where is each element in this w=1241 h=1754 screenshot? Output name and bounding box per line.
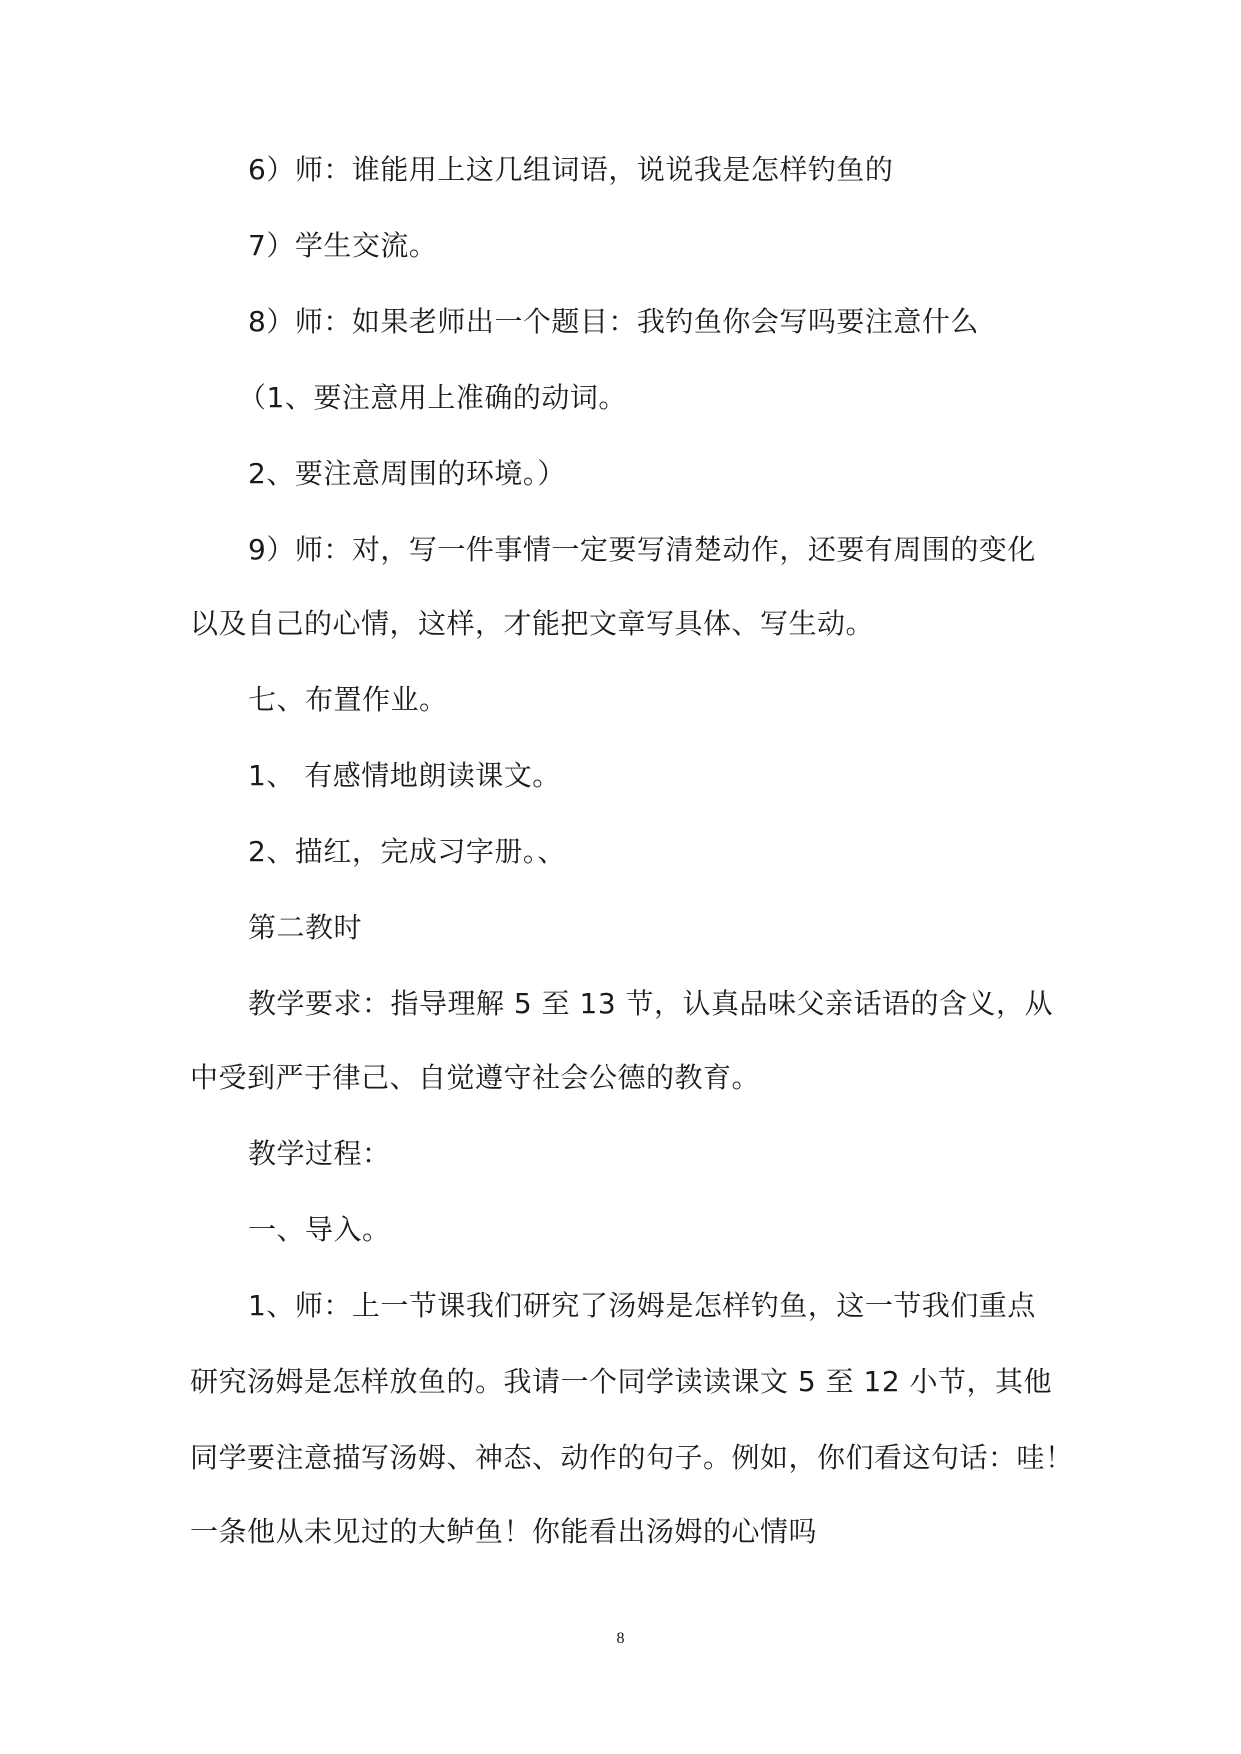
- paragraph-line: 一条他从未见过的大鲈鱼！你能看出汤姆的心情吗: [190, 1515, 818, 1548]
- paragraph-line: 教学要求：指导理解 5 至 13 节，认真品味父亲话语的含义，从: [248, 987, 1054, 1020]
- paragraph-line: 7）学生交流。: [248, 229, 438, 262]
- paragraph-line: 9）师：对，写一件事情一定要写清楚动作，还要有周围的变化: [248, 533, 1036, 566]
- page-number: 8: [616, 1630, 625, 1647]
- section-heading: 第二教时: [248, 911, 363, 944]
- list-item: 1、 有感情地朗读课文。: [248, 759, 561, 792]
- section-heading: 七、布置作业。: [248, 683, 448, 716]
- paragraph-line: 以及自己的心情，这样，才能把文章写具体、写生动。: [190, 607, 875, 640]
- paragraph-line: 2、要注意周围的环境。）: [248, 457, 566, 490]
- paragraph-line: 1、师：上一节课我们研究了汤姆是怎样钓鱼，这一节我们重点: [248, 1289, 1036, 1322]
- paragraph-line: 6）师：谁能用上这几组词语，说说我是怎样钓鱼的: [248, 153, 894, 186]
- section-heading: 一、导入。: [248, 1213, 391, 1246]
- paragraph-line: 同学要注意描写汤姆、神态、动作的句子。例如，你们看这句话：哇！: [190, 1441, 1074, 1474]
- list-item: 2、描红，完成习字册。、: [248, 835, 566, 868]
- paragraph-line: 8）师：如果老师出一个题目：我钓鱼你会写吗要注意什么: [248, 305, 979, 338]
- paragraph-line: 研究汤姆是怎样放鱼的。我请一个同学读读课文 5 至 12 小节，其他: [190, 1365, 1053, 1398]
- paragraph-line: 中受到严于律己、自觉遵守社会公德的教育。: [190, 1061, 761, 1094]
- paragraph-line: （1、要注意用上准确的动词。: [238, 381, 627, 414]
- section-heading: 教学过程：: [248, 1137, 391, 1170]
